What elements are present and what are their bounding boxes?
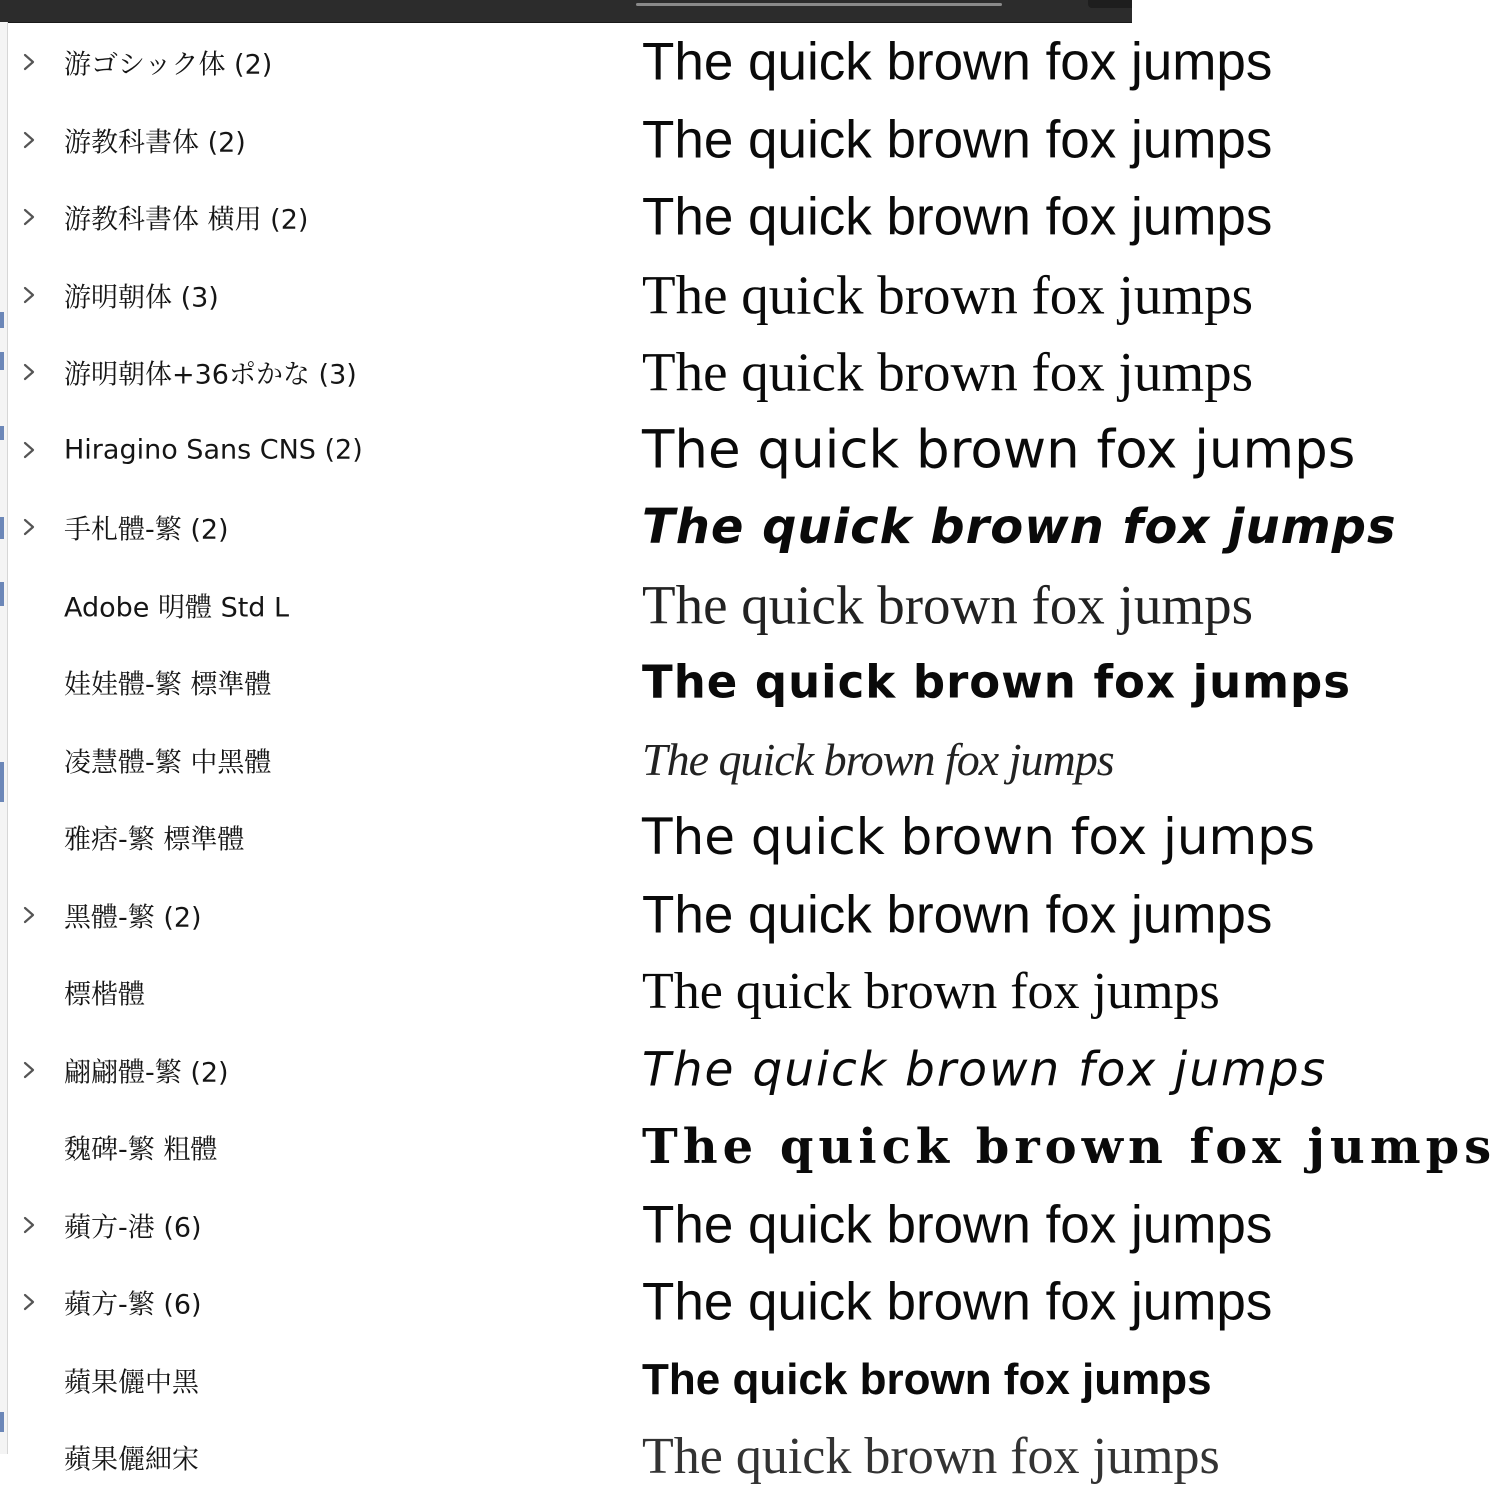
font-sample-text: The quick brown fox jumps xyxy=(642,808,1316,866)
font-sample-preview xyxy=(642,101,1273,179)
font-sample-text: The quick brown fox jumps xyxy=(642,499,1397,555)
edge-mark xyxy=(0,312,4,328)
font-sample-text: The quick brown fox jumps xyxy=(642,885,1273,944)
font-family-row[interactable] xyxy=(8,721,1132,799)
font-sample-preview xyxy=(642,1031,1328,1109)
font-family-name: 游ゴシック体 (2) xyxy=(64,49,273,81)
font-family-row[interactable] xyxy=(8,23,1273,101)
font-family-row[interactable] xyxy=(8,1186,1273,1264)
font-sample-text: The quick brown fox jumps xyxy=(642,1042,1328,1097)
edge-mark xyxy=(0,426,4,440)
font-list xyxy=(8,22,1496,1485)
edge-mark xyxy=(0,1412,4,1432)
font-sample-text: The quick brown fox jumps xyxy=(642,1195,1273,1254)
font-family-row[interactable] xyxy=(8,256,1254,334)
horizontal-scroll-indicator[interactable] xyxy=(636,3,1002,6)
edge-mark xyxy=(0,352,4,370)
chevron-right-icon[interactable] xyxy=(20,1214,38,1236)
chevron-right-icon[interactable] xyxy=(20,1291,38,1313)
font-sample-preview xyxy=(642,876,1273,954)
font-sample-text: The quick brown fox jumps xyxy=(642,733,1114,785)
font-sample-preview xyxy=(642,178,1273,256)
font-sample-text: The quick brown fox jumps xyxy=(642,655,1351,709)
font-sample-preview xyxy=(642,1108,1496,1186)
font-sample-preview xyxy=(642,1186,1273,1264)
font-sample-preview xyxy=(642,953,1220,1031)
font-family-row[interactable] xyxy=(8,876,1273,954)
font-family-name: Hiragino Sans CNS (2) xyxy=(64,434,363,465)
font-sample-text: The quick brown fox jumps xyxy=(642,110,1273,169)
font-family-name: 手札體-繁 (2) xyxy=(64,514,229,546)
font-sample-text: The quick brown fox jumps xyxy=(642,1354,1212,1404)
edge-mark xyxy=(0,582,4,606)
font-family-name: 娃娃體-繁 標準體 xyxy=(64,669,272,701)
font-sample-text: The quick brown fox jumps xyxy=(642,264,1254,325)
font-family-name: 游教科書体 (2) xyxy=(64,127,246,158)
font-family-name: 黑體-繁 (2) xyxy=(64,902,202,933)
left-pane-edge xyxy=(0,22,8,1454)
font-family-row[interactable] xyxy=(8,953,1220,1031)
font-family-row[interactable] xyxy=(8,178,1273,256)
chevron-right-icon[interactable] xyxy=(20,129,38,151)
font-sample-preview xyxy=(642,411,1356,489)
font-family-row[interactable] xyxy=(8,1031,1328,1109)
font-family-row[interactable] xyxy=(8,798,1316,876)
font-family-name: 蘋果儷細宋 xyxy=(64,1444,199,1476)
font-sample-text: The quick brown fox jumps xyxy=(642,1119,1496,1175)
font-family-name: 翩翩體-繁 (2) xyxy=(64,1057,229,1088)
font-family-name: Adobe 明體 Std L xyxy=(64,592,290,623)
font-family-row[interactable] xyxy=(8,333,1254,411)
font-family-name: 凌慧體-繁 中黑體 xyxy=(64,747,272,778)
font-sample-preview xyxy=(642,566,1254,644)
chevron-right-icon[interactable] xyxy=(20,904,38,926)
chevron-right-icon[interactable] xyxy=(20,51,38,73)
font-family-row[interactable] xyxy=(8,643,1351,721)
font-sample-preview xyxy=(642,1263,1273,1341)
font-family-row[interactable] xyxy=(8,566,1254,644)
font-family-name: 魏碑-繁 粗體 xyxy=(64,1134,218,1166)
font-family-row[interactable] xyxy=(8,1341,1212,1419)
chevron-right-icon[interactable] xyxy=(20,439,38,461)
font-family-row[interactable] xyxy=(8,1418,1220,1496)
chevron-right-icon[interactable] xyxy=(20,284,38,306)
top-toolbar xyxy=(0,0,1132,23)
font-family-name: 游明朝体+36ポかな (3) xyxy=(64,359,357,391)
font-family-name: 蘋方-港 (6) xyxy=(64,1212,202,1243)
font-sample-preview xyxy=(642,1418,1220,1496)
font-family-name: 游教科書体 横用 (2) xyxy=(64,204,309,236)
font-family-row[interactable] xyxy=(8,101,1273,179)
font-sample-preview xyxy=(642,333,1254,411)
font-family-name: 標楷體 xyxy=(64,979,145,1011)
chevron-right-icon[interactable] xyxy=(20,516,38,538)
font-sample-text: The quick brown fox jumps xyxy=(642,187,1273,247)
font-sample-text: The quick brown fox jumps xyxy=(642,419,1356,480)
font-sample-text: The quick brown fox jumps xyxy=(642,1428,1220,1485)
toolbar-corner xyxy=(1088,0,1132,8)
font-family-name: 游明朝体 (3) xyxy=(64,282,219,313)
font-family-name: 蘋果儷中黑 xyxy=(64,1367,199,1398)
font-sample-preview xyxy=(642,256,1254,334)
font-sample-preview xyxy=(642,1341,1212,1419)
font-sample-preview xyxy=(642,643,1351,721)
chevron-right-icon[interactable] xyxy=(20,1059,38,1081)
chevron-right-icon[interactable] xyxy=(20,361,38,383)
font-sample-text: The quick brown fox jumps xyxy=(642,963,1220,1020)
font-sample-text: The quick brown fox jumps xyxy=(642,1272,1273,1332)
font-sample-preview xyxy=(642,721,1114,799)
font-family-name: 蘋方-繁 (6) xyxy=(64,1289,202,1321)
font-sample-preview xyxy=(642,798,1316,876)
font-sample-text: The quick brown fox jumps xyxy=(642,574,1254,635)
font-sample-text: The quick brown fox jumps xyxy=(642,341,1254,403)
font-family-row[interactable] xyxy=(8,488,1397,566)
font-family-row[interactable] xyxy=(8,1263,1273,1341)
font-family-row[interactable] xyxy=(8,1108,1496,1186)
font-sample-text: The quick brown fox jumps xyxy=(642,32,1273,92)
font-family-row[interactable] xyxy=(8,411,1356,489)
chevron-right-icon[interactable] xyxy=(20,206,38,228)
font-sample-preview xyxy=(642,23,1273,101)
font-family-name: 雅痞-繁 標準體 xyxy=(64,824,245,856)
edge-mark xyxy=(0,517,4,539)
edge-mark xyxy=(0,762,4,802)
font-sample-preview xyxy=(642,488,1397,566)
